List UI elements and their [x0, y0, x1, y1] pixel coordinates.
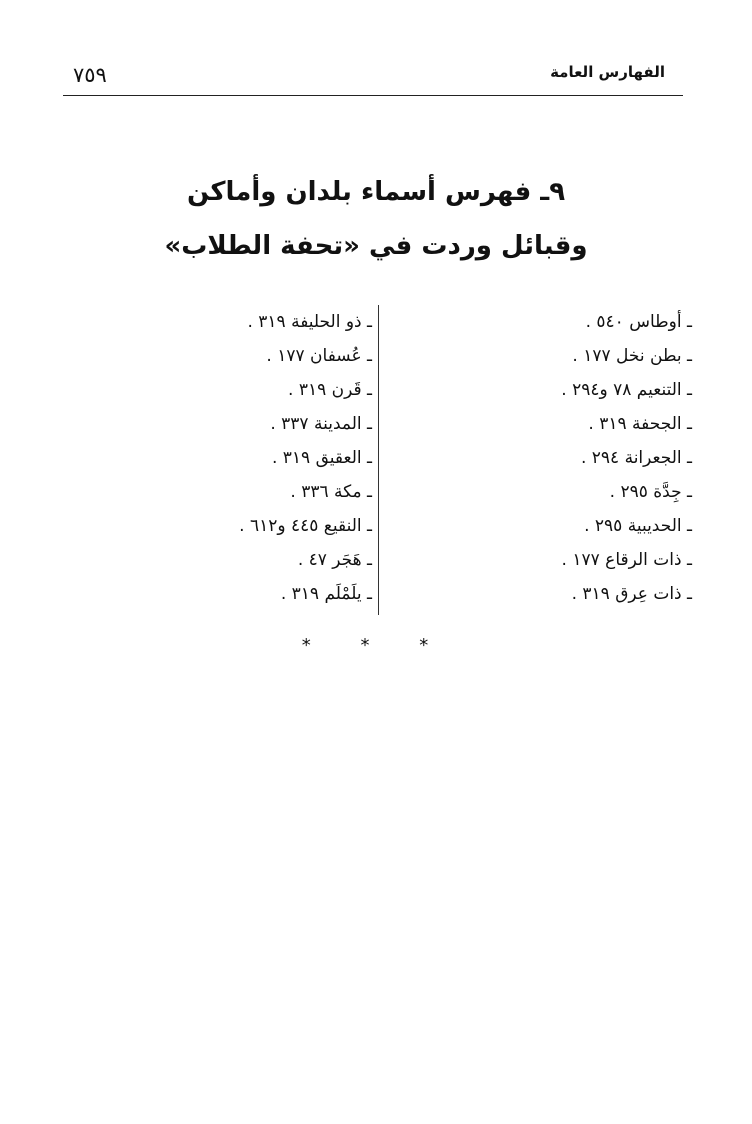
index-entry: ـ النقيع ٤٤٥ و٦١٢ .	[239, 516, 372, 536]
index-entry: ـ يلَمْلَم ٣١٩ .	[280, 584, 372, 604]
index-entry: ـ ذات الرقاع ١٧٧ .	[561, 550, 692, 570]
section-name: الفهارس العامة	[550, 63, 665, 81]
index-entry: ـ هَجَر ٤٧ .	[297, 550, 372, 570]
index-entry: ـ قَرن ٣١٩ .	[288, 380, 372, 400]
index-column-left	[230, 305, 372, 611]
title-line-1: ٩ـ فهرس أسماء بلدان وأماكن	[186, 177, 566, 207]
index-entry: ـ ذات عِرق ٣١٩ .	[571, 584, 692, 604]
index-entry: ـ جِدَّة ٢٩٥ .	[609, 482, 692, 502]
index-entry: ـ التنعيم ٧٨ و٢٩٤ .	[561, 380, 692, 400]
title-line-2: وقبائل وردت في «تحفة الطلاب»	[164, 231, 588, 261]
index-entry: ـ الجحفة ٣١٩ .	[588, 414, 692, 434]
index-columns	[230, 305, 692, 615]
index-entry: ـ الحديبية ٢٩٥ .	[584, 516, 692, 536]
index-title	[0, 165, 752, 273]
running-header	[63, 55, 683, 96]
section-end-ornament: * * *	[301, 635, 451, 656]
index-entry: ـ الجعرانة ٢٩٤ .	[580, 448, 692, 468]
index-entry: ـ بطن نخل ١٧٧ .	[572, 346, 692, 366]
index-entry: ـ مكة ٣٣٦ .	[290, 482, 372, 502]
index-entry: ـ ذو الحليفة ٣١٩ .	[247, 312, 372, 332]
index-entry: ـ المدينة ٣٣٧ .	[270, 414, 372, 434]
index-entry: ـ عُسفان ١٧٧ .	[266, 346, 372, 366]
index-column-right	[492, 305, 692, 611]
page-number: ٧٥٩	[73, 63, 107, 87]
index-entry: ـ أوطاس ٥٤٠ .	[585, 312, 692, 332]
column-divider	[378, 305, 379, 615]
index-entry: ـ العقيق ٣١٩ .	[271, 448, 372, 468]
